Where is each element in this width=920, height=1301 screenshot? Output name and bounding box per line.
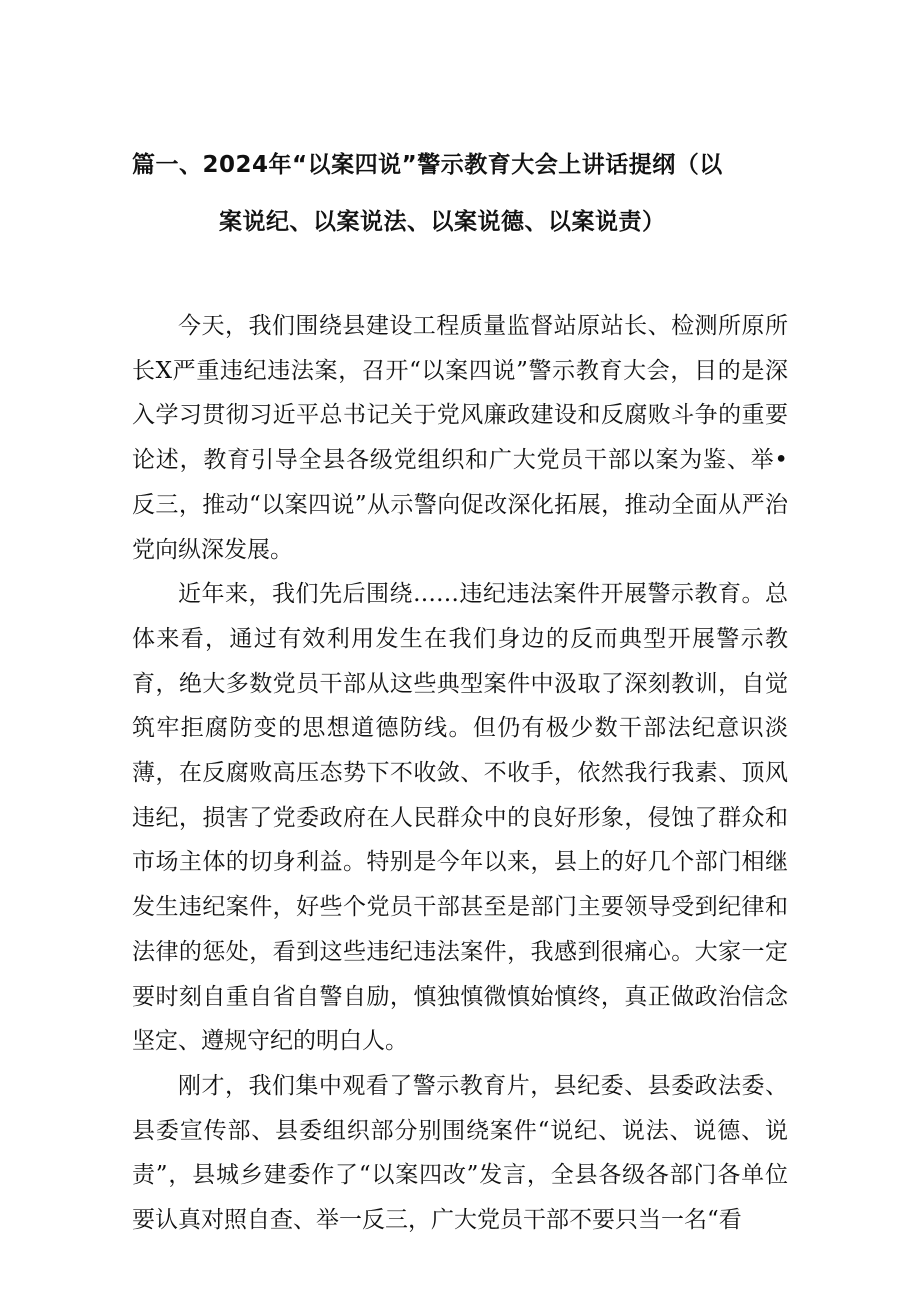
paragraph-2: 近年来，我们先后围绕……违纪违法案件开展警示教育。总体来看，通过有效利用发生在我们身边的反而典型开展警示教育，绝大多数党员干部从这些典型案件中汲取了深刻教训，自觉筑牢拒腐防变的思想道德防线。但仍有极少数干部法纪意识淡薄，在反腐败高压态势下不收敛、不收手，依然我行我素、顶风违纪，损害了党委政府在人民群众中的良好形象，侵蚀了群众和市场主体的切身利益。特别是今年以来，县上的好几个部门相继发生违纪案件，好些个党员干部甚至是部门主要领导受到纪律和法律的惩处，看到这些违纪违法案件，我感到很痛心。大家一定要时刻自重自省自警自励，慎独慎微慎始慎终，真正做政治信念坚定、遵规守纪的明白人。	[132, 581, 788, 1055]
paragraph-3: 刚才，我们集中观看了警示教育片，县纪委、县委政法委、县委宣传部、县委组织部分别围绕案件“说纪、说法、说德、说责”，县城乡建委作了“以案四改”发言，全县各级各部门各单位要认真对照自查、举一反三，广大党员干部不要只当一名“看	[132, 1072, 788, 1234]
document-title-line-2: 案说纪、以案说法、以案说德、以案说责）	[219, 209, 666, 235]
paragraph-1: 今天，我们围绕县建设工程质量监督站原站长、检测所原所长X严重违纪违法案，召开“以案四说”警示教育大会，目的是深入学习贯彻习近平总书记关于党风廉政建设和反腐败斗争的重要论述，教育引导全县各级党组织和广大党员干部以案为鉴、举•反三，推动“以案四说”从示警向促改深化拓展，推动全面从严治党向纵深发展。	[132, 313, 788, 563]
document-body	[132, 304, 788, 1243]
document-title-line-1: 篇一、2024年“以案四说”警示教育大会上讲话提纲（以	[132, 152, 723, 178]
